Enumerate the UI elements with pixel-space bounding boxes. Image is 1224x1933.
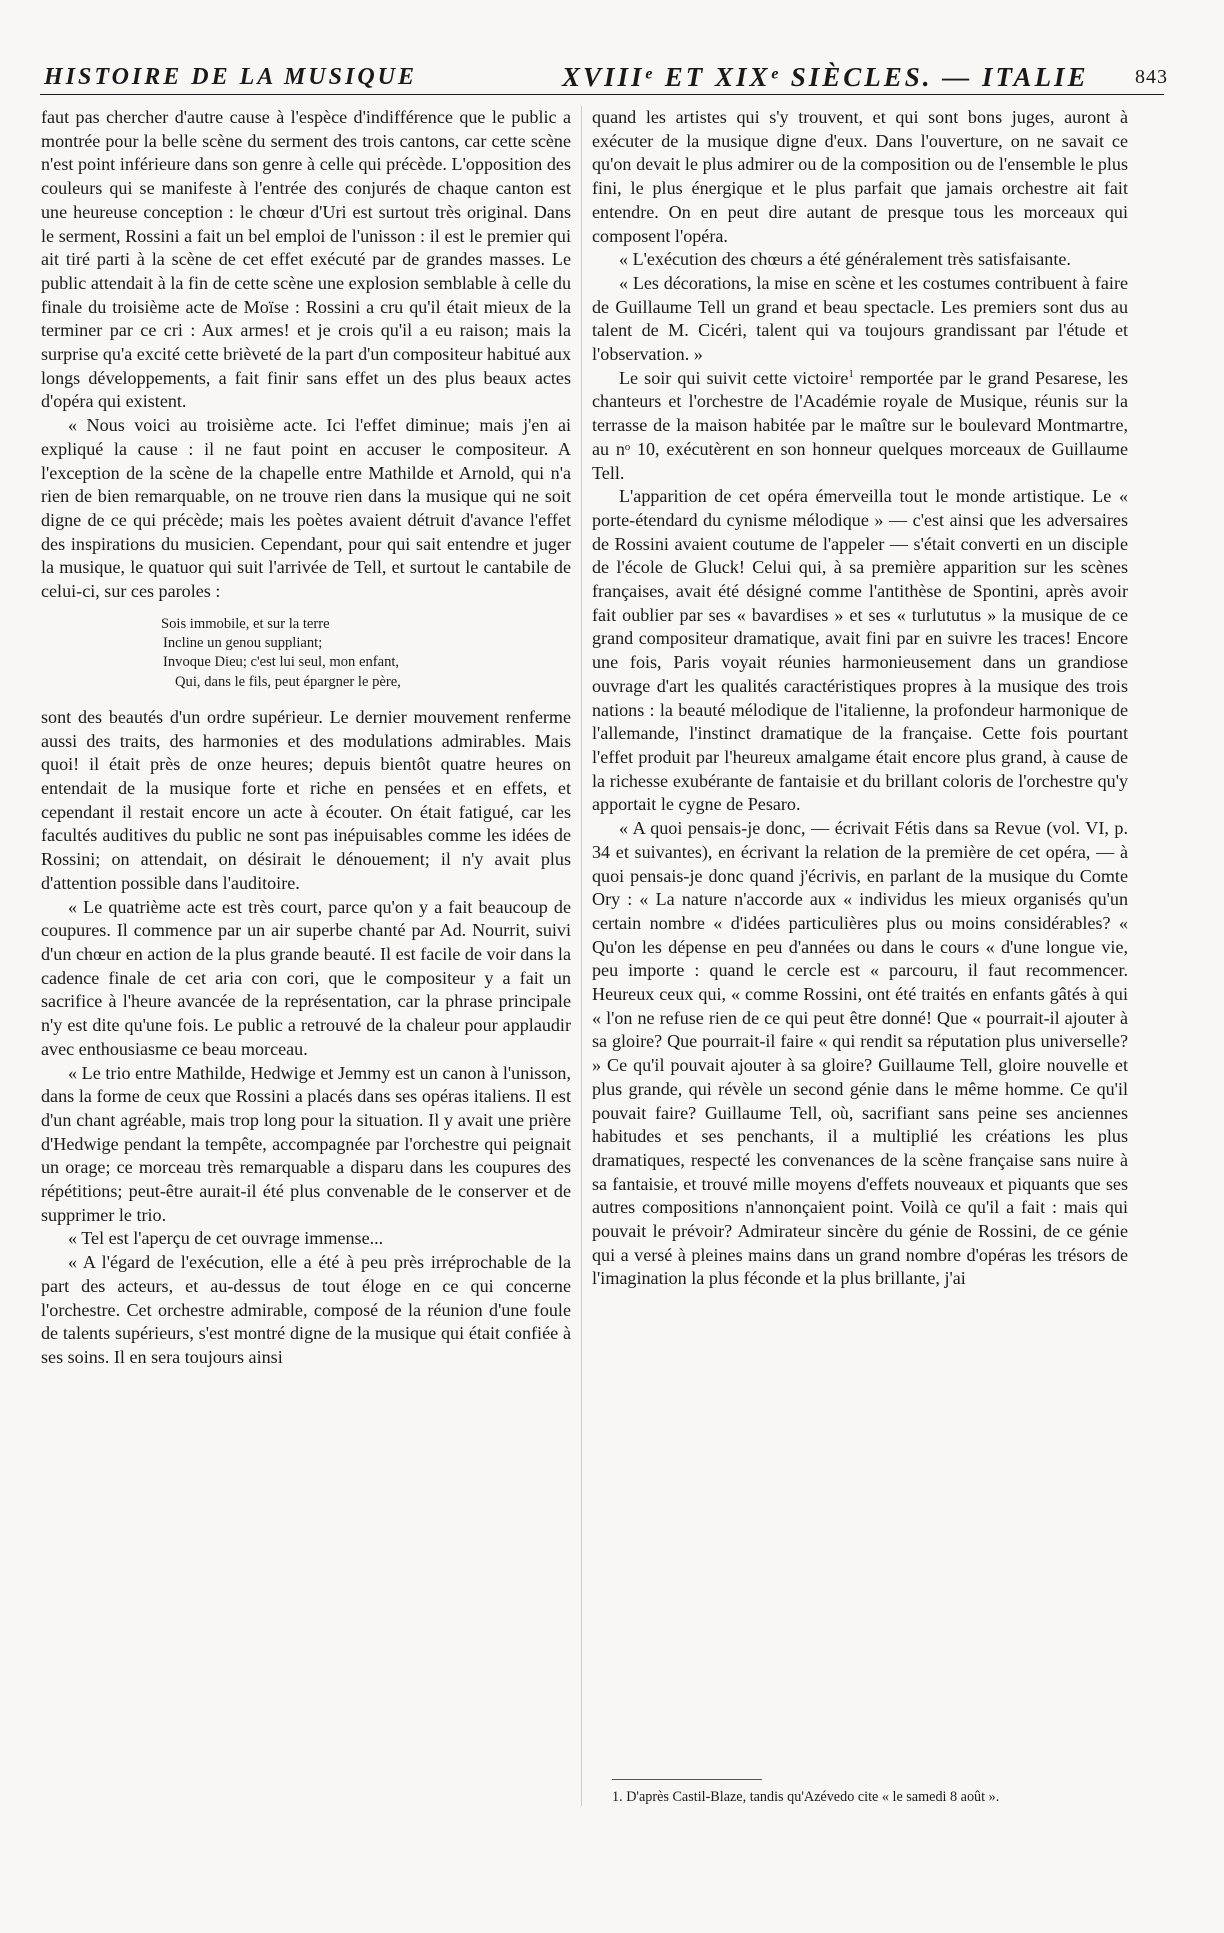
paragraph: « Nous voici au troisième acte. Ici l'effet diminue; mais j'en ai expliqué la cause : il ne faut point en accuser le compositeur. A l'exception de la scène de la chapelle entre Mathilde et Arnold, qui n'a rien de bien remarquable, on ne trouve rien dans la musique qui ne soit digne de ce qui précède; mais les poètes avaient détruit d'avance l'effet des inspirations du musicien. Cependant, pour qui sait entendre et juger la musique, le quatuor qui suit l'arrivée de Tell, et surtout le cantabile de celui-ci, sur ces paroles : bbox=[41, 415, 571, 602]
footnote-marker[interactable]: 1 bbox=[848, 367, 854, 380]
footnote: 1. D'après Castil-Blaze, tandis qu'Azévedo cite « le samedi 8 août ». bbox=[612, 1789, 1000, 1805]
paragraph: « Le trio entre Mathilde, Hedwige et Jemmy est un canon à l'unisson, dans la forme de ceux que Rossini a placés dans ses opéras italiens. Il est d'un chant agréable, mais trop long pour la situation. Il y avait une prière d'Hedwige pendant la tempête, accompagnée par l'orchestre qui peignait un orage; ce morceau très remarquable a disparu dans les coupures des répétitions; peut-être aurait-il été plus convenable de le conserver et de supprimer le trio. bbox=[41, 1062, 571, 1225]
right-column bbox=[592, 106, 1128, 1291]
paragraph: faut pas chercher d'autre cause à l'espèce d'indifférence que le public a montrée pour la belle scène du serment des trois cantons, car cette scène n'est point inférieure dans son genre à celle qui précède. L'opposition des couleurs qui se manifeste à l'entrée des conjurés de chaque canton est une heureuse conception : le chœur d'Uri est surtout très original. Dans le serment, Rossini a fait un bel emploi de l'unisson : il est le premier qui ait tiré parti à la scène de cet effet exécuté par de grandes masses. Le public attendait à la fin de cette scène une explosion semblable à celle du finale du troisième acte de Moïse : Rossini a cru qu'il était mieux de la terminer par ce cri : Aux armes! et je crois qu'il a eu raison; mais la surprise qu'a excité cette brièveté de la part d'un compositeur habitué aux longs développements, a fait finir sans effet un des plus beaux actes d'opéra qui existent. bbox=[41, 107, 571, 412]
paragraph: « A l'égard de l'exécution, elle a été à peu près irréprochable de la part des acteurs, et au-dessus de tout éloge en ce qui concerne l'orchestre. Cet orchestre admirable, composé de la réunion d'une foule de talents supérieurs, s'est montré digne de la musique qui était confiée à ses soins. Il en sera toujours ainsi bbox=[41, 1252, 571, 1367]
paragraph bbox=[592, 367, 1128, 486]
paragraph: « Le quatrième acte est très court, parce qu'on y a fait beaucoup de coupures. Il commence par un air superbe chanté par Ad. Nourrit, suivi d'un chœur en action de la plus grande beauté. Il est facile de voir dans la cadence finale de cet aria con cori, que le compositeur y a fait un sacrifice à l'heure avancée de la représentation, car la phrase principale n'y est dite qu'une fois. Le public a retrouvé de la chaleur pour applaudir avec enthousiasme ce beau morceau. bbox=[41, 896, 571, 1059]
footnote-divider bbox=[612, 1779, 762, 1780]
running-head-section: XVIIIᵉ ET XIXᵉ SIÈCLES. — ITALIE bbox=[562, 62, 1089, 92]
paragraph: L'apparition de cet opéra émerveilla tout le monde artistique. Le « porte-étendard du cynisme mélodique » — c'est ainsi que les adversaires de Rossini avaient coutume de l'appeler — s'était converti en un disciple de l'école de Gluck! Celui qui, à sa première apparition sur les scènes françaises, avait été désigné comme l'antithèse de Spontini, après avoir fait oublier par ses « bavardises » et ses « turlututus » la musique de ce grand compositeur dramatique, avait fini par en suivre les traces! Encore une fois, Paris voyait réunies harmonieusement dans un grandiose ouvrage d'art les qualités caractéristiques propres à la musique des trois nations : la beauté mélodique de l'italienne, la profondeur harmonique de l'allemande, l'instinct dramatique de la française. Cette fois pourtant l'effet produit par l'heureux amalgame était encore plus grand, à cause de la richesse exubérante de fantaisie et du brillant coloris de l'orchestre qu'y apportait le cygne de Pesaro. bbox=[592, 486, 1128, 815]
column-divider bbox=[581, 106, 582, 1806]
verse-line: Invoque Dieu; c'est lui seul, mon enfant, bbox=[163, 654, 400, 671]
paragraph: « L'exécution des chœurs a été généralement très satisfaisante. bbox=[619, 249, 1071, 270]
running-head-title: HISTOIRE DE LA MUSIQUE bbox=[44, 64, 417, 90]
left-column bbox=[41, 106, 571, 1370]
paragraph-text: remportée par le grand Pesarese, les chanteurs et l'orchestre de l'Académie royale de Musique, réunis sur la terrasse de la maison habitée par le maître sur le boulevard Montmartre, au nᵒ 10, exécutèrent en son honneur quelques morceaux de Guillaume Tell. bbox=[592, 367, 1128, 483]
verse-line: Incline un genou suppliant; bbox=[163, 635, 323, 652]
verse-line: Sois immobile, et sur la terre bbox=[161, 615, 330, 632]
paragraph-text: Le soir qui suivit cette victoire bbox=[619, 367, 849, 388]
paragraph: quand les artistes qui s'y trouvent, et qui sont bons juges, auront à exécuter de la musique digne d'eux. Dans l'ouverture, on ne savait ce qu'on devait le plus admirer ou de la composition ou de l'ensemble le plus fini, le plus énergique et le plus parfait que jamais orchestre ait fait entendre. On en peut dire autant de presque tous les morceaux qui composent l'opéra. bbox=[592, 107, 1128, 246]
paragraph: « Tel est l'aperçu de cet ouvrage immense... bbox=[68, 1228, 384, 1249]
running-head bbox=[40, 62, 1168, 95]
page-number: 843 bbox=[1135, 66, 1168, 88]
paragraph: « A quoi pensais-je donc, — écrivait Fétis dans sa Revue (vol. VI, p. 34 et suivantes), en écrivant la relation de la première de cet opéra, — à quoi pensais-je donc quand j'écrivis, en parlant de la musique du Comte Ory : « La nature n'accorde aux « individus les mieux organisés qu'un certain nombre « d'idées particulières plus ou moins considérables? « Qu'on les dépense en peu d'années ou dans le cours « d'une longue vie, peu importe : quand le cercle est « parcouru, il faut recommencer. Heureux ceux qui, « comme Rossini, ont été traités en enfants gâtés à qui « l'on ne refuse rien de ce qui peut être donné! Que « pourrait-il ajouter à sa gloire? Que pourrait-il faire « qui rendit sa réputation plus universelle? » Ce qu'il pouvait ajouter à sa gloire? Guillaume Tell, gloire nouvelle et plus grande, qui révèle un second génie dans le même homme. Ce qu'il pouvait faire? Guillaume Tell, où, sacrifiant sans peine ses anciennes habitudes et ses penchants, il a multiplié les créations les plus dramatiques, respecté les convenances de la scène française sans nuire à sa fantaisie, et trouvé mille moyens d'effets nouveaux et piquants que ses autres compositions n'annonçaient point. Voilà ce qu'il a fait : mais qui pouvait le prévoir? Admirateur sincère du génie de Rossini, de ce génie qui a versé à pleines mains dans un grand nombre d'opéras les trésors de l'imagination la plus féconde et la plus brillante, j'ai bbox=[592, 818, 1128, 1289]
verse-line: Qui, dans le fils, peut épargner le père, bbox=[175, 673, 401, 690]
paragraph: sont des beautés d'un ordre supérieur. Le dernier mouvement renferme aussi des traits, des harmonies et des modulations admirables. Mais quoi! il était près de onze heures; depuis bientôt quatre heures on entendait de la musique forte et riche en pensées et en effets, et cependant il restait encore un acte à écouter. On était fatigué, car les facultés auditives du public ne sont pas inépuisables comme les idées de Rossini; on attendait, on désirait le dénouement; il n'y avait plus d'attention possible dans l'auditoire. bbox=[41, 706, 571, 893]
verse-quote bbox=[41, 615, 571, 692]
paragraph: « Les décorations, la mise en scène et les costumes contribuent à faire de Guillaume Tell un grand et beau spectacle. Les premiers sont dus au talent de M. Cicéri, talent qui va toujours grandissant par l'étude et l'observation. » bbox=[592, 272, 1128, 365]
